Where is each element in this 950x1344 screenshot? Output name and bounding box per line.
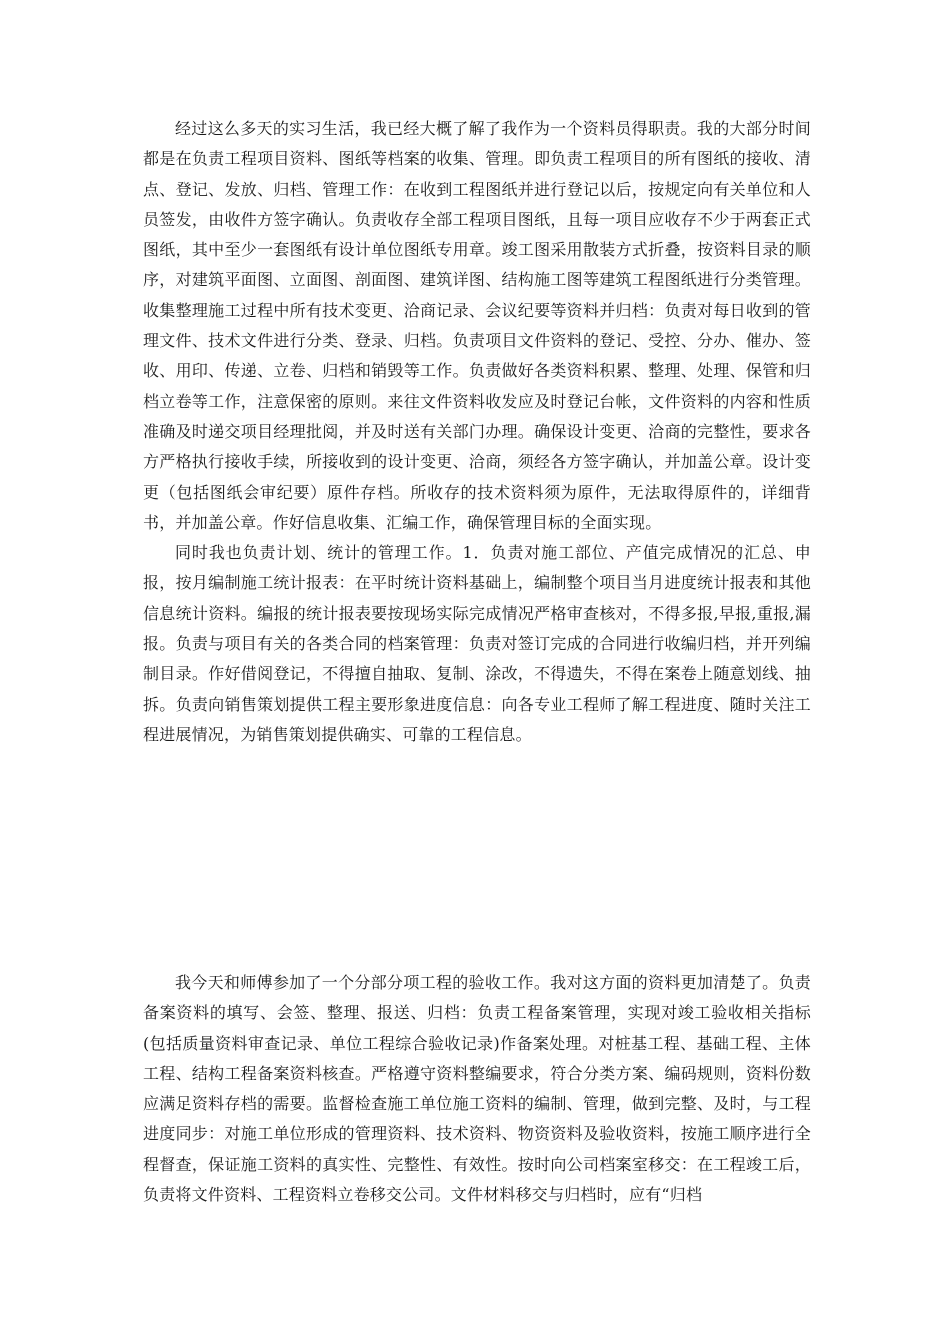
text-section-2 (143, 968, 811, 1210)
paragraph: 我今天和师傅参加了一个分部分项工程的验收工作。我对这方面的资料更加清楚了。负责备案资料的填写、会签、整理、报送、归档：负责工程备案管理，实现对竣工验收相关指标(包括质量资料审查记录、单位工程综合验收记录)作备案处理。对桩基工程、基础工程、主体工程、结构工程备案资料核查。严格遵守资料整编要求，符合分类方案、编码规则，资料份数应满足资料存档的需要。监督检查施工单位施工资料的编制、管理，做到完整、及时，与工程进度同步：对施工单位形成的管理资料、技术资料、物资资料及验收资料，按施工顺序进行全程督查，保证施工资料的真实性、完整性、有效性。按时向公司档案室移交：在工程竣工后，负责将文件资料、工程资料立卷移交公司。文件材料移交与归档时，应有“归档 (143, 973, 811, 1205)
text-section-1 (143, 114, 811, 750)
paragraph: 经过这么多天的实习生活，我已经大概了解了我作为一个资料员得职责。我的大部分时间都是在负责工程项目资料、图纸等档案的收集、管理。即负责工程项目的所有图纸的接收、清点、登记、发放、归档、管理工作：在收到工程图纸并进行登记以后，按规定向有关单位和人员签发，由收件方签字确认。负责收存全部工程项目图纸，且每一项目应收存不少于两套正式图纸，其中至少一套图纸有设计单位图纸专用章。竣工图采用散装方式折叠，按资料目录的顺序，对建筑平面图、立面图、剖面图、建筑详图、结构施工图等建筑工程图纸进行分类管理。收集整理施工过程中所有技术变更、洽商记录、会议纪要等资料并归档：负责对每日收到的管理文件、技术文件进行分类、登录、归档。负责项目文件资料的登记、受控、分办、催办、签收、用印、传递、立卷、归档和销毁等工作。负责做好各类资料积累、整理、处理、保管和归档立卷等工作，注意保密的原则。来往文件资料收发应及时登记台帐，文件资料的内容和性质准确及时递交项目经理批阅，并及时送有关部门办理。确保设计变更、洽商的完整性，要求各方严格执行接收手续，所接收到的设计变更、洽商，须经各方签字确认，并加盖公章。设计变更（包括图纸会审纪要）原件存档。所收存的技术资料须为原件，无法取得原件的，详细背书，并加盖公章。作好信息收集、汇编工作，确保管理目标的全面实现。 (143, 119, 811, 532)
paragraph: 同时我也负责计划、统计的管理工作。1．负责对施工部位、产值完成情况的汇总、申报，按月编制施工统计报表：在平时统计资料基础上，编制整个项目当月进度统计报表和其他信息统计资料。编报的统计报表要按现场实际完成情况严格审查核对，不得多报,早报,重报,漏报。负责与项目有关的各类合同的档案管理：负责对签订完成的合同进行收编归档，并开列编制目录。作好借阅登记，不得擅自抽取、复制、涂改，不得遗失，不得在案卷上随意划线、抽拆。负责向销售策划提供工程主要形象进度信息：向各专业工程师了解工程进度、随时关注工程进展情况，为销售策划提供确实、可靠的工程信息。 (143, 543, 811, 744)
